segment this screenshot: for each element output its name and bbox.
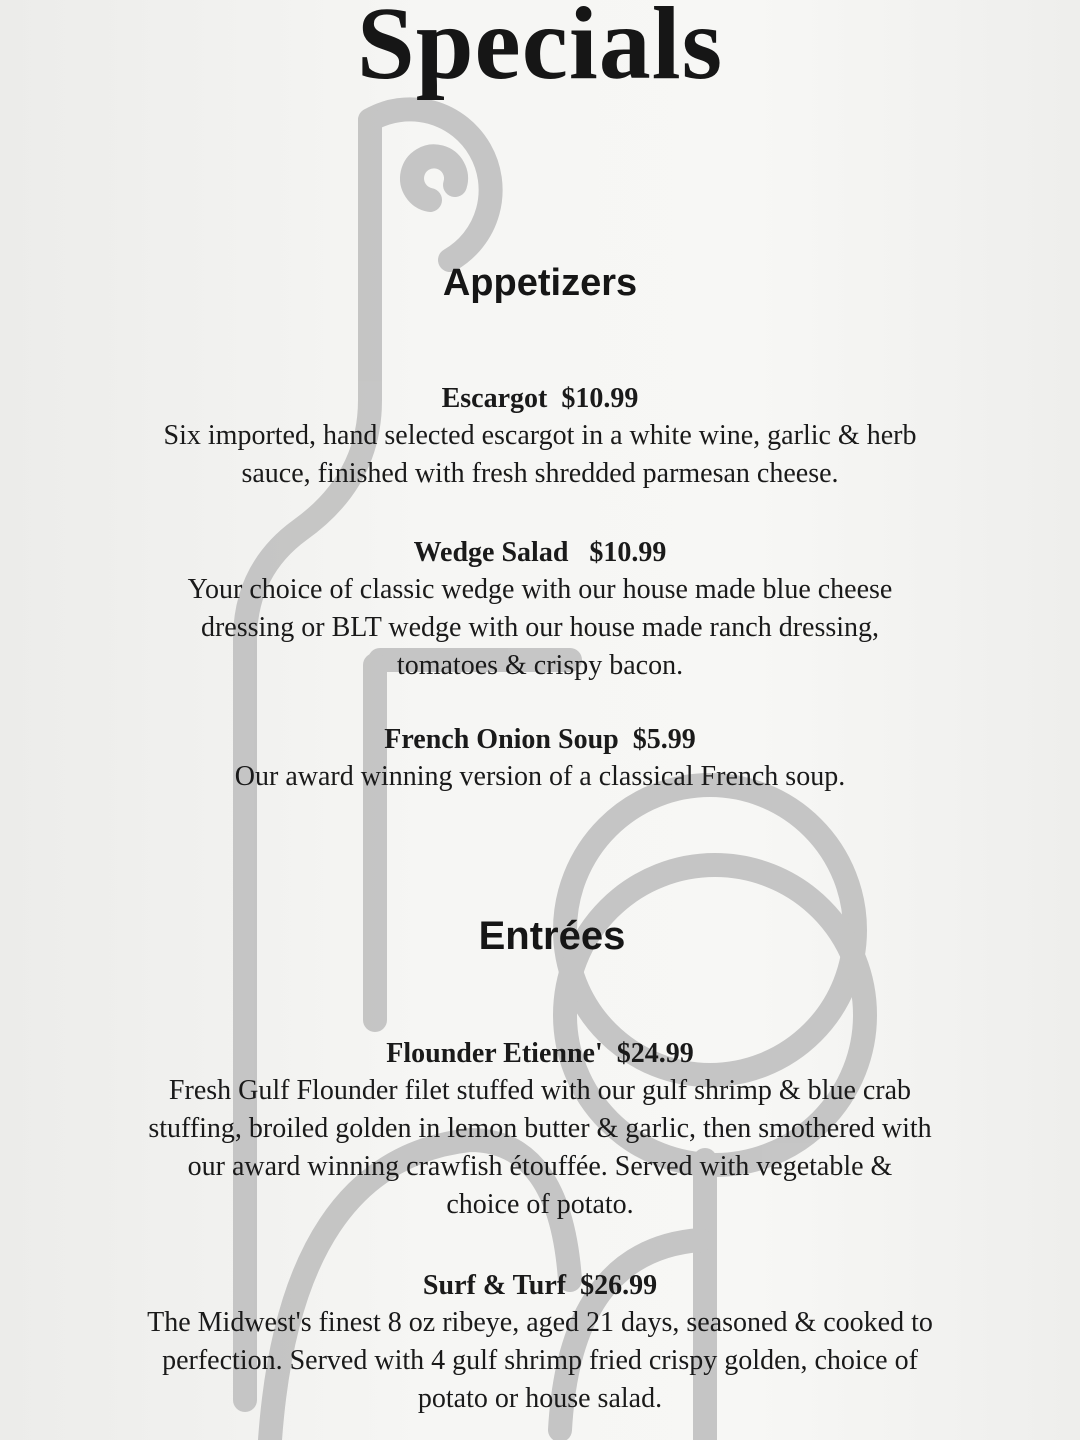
menu-item-description xyxy=(0,1304,1080,1418)
description-line: The Midwest's finest 8 oz ribeye, aged 21 days, seasoned & cooked to xyxy=(147,1307,933,1338)
menu-item-header xyxy=(0,535,1080,571)
menu-item-header xyxy=(0,1268,1080,1304)
menu-item-name: French Onion Soup xyxy=(384,724,619,755)
page-title: Specials xyxy=(356,0,724,101)
menu-item-description xyxy=(0,758,1080,796)
menu-item-surf-and-turf xyxy=(0,1268,1080,1418)
description-line: tomatoes & crispy bacon. xyxy=(396,650,684,681)
menu-item-name: Flounder Etienne' xyxy=(386,1038,603,1069)
menu-item-price: $24.99 xyxy=(616,1038,694,1069)
menu-item-flounder-etienne xyxy=(0,1036,1080,1224)
section-heading-entrees: Entrées xyxy=(478,914,626,958)
menu-item-price: $26.99 xyxy=(580,1270,658,1301)
menu-item-name: Surf & Turf xyxy=(422,1270,567,1301)
menu-item-description xyxy=(0,1072,1080,1224)
section-heading-appetizers: Appetizers xyxy=(442,262,638,304)
menu-item-price: $10.99 xyxy=(561,383,639,414)
description-line: sauce, finished with fresh shredded parmesan cheese. xyxy=(241,458,839,489)
description-line: Your choice of classic wedge with our house made blue cheese xyxy=(187,574,893,605)
menu-item-price: $10.99 xyxy=(589,537,667,568)
description-line: dressing or BLT wedge with our house made ranch dressing, xyxy=(200,612,880,643)
description-line: Fresh Gulf Flounder filet stuffed with our gulf shrimp & blue crab xyxy=(168,1075,912,1106)
menu-item-name: Wedge Salad xyxy=(413,537,569,568)
menu-item-header xyxy=(0,1036,1080,1072)
menu-item-wedge-salad xyxy=(0,535,1080,685)
menu-item-description xyxy=(0,571,1080,685)
menu-item-header xyxy=(0,722,1080,758)
description-line: choice of potato. xyxy=(446,1189,634,1220)
description-line: perfection. Served with 4 gulf shrimp fried crispy golden, choice of xyxy=(162,1345,918,1376)
menu-item-escargot xyxy=(0,381,1080,493)
menu-item-french-onion-soup xyxy=(0,722,1080,796)
description-line: our award winning crawfish étouffée. Served with vegetable & xyxy=(187,1151,893,1182)
description-line: potato or house salad. xyxy=(417,1383,663,1414)
menu-item-name: Escargot xyxy=(441,383,548,414)
menu-item-price: $5.99 xyxy=(632,724,696,755)
description-line: stuffing, broiled golden in lemon butter & garlic, then smothered with xyxy=(148,1113,932,1144)
menu-item-header xyxy=(0,381,1080,417)
description-line: Six imported, hand selected escargot in a white wine, garlic & herb xyxy=(163,420,917,451)
description-line: Our award winning version of a classical French soup. xyxy=(234,761,846,792)
menu-item-description xyxy=(0,417,1080,493)
